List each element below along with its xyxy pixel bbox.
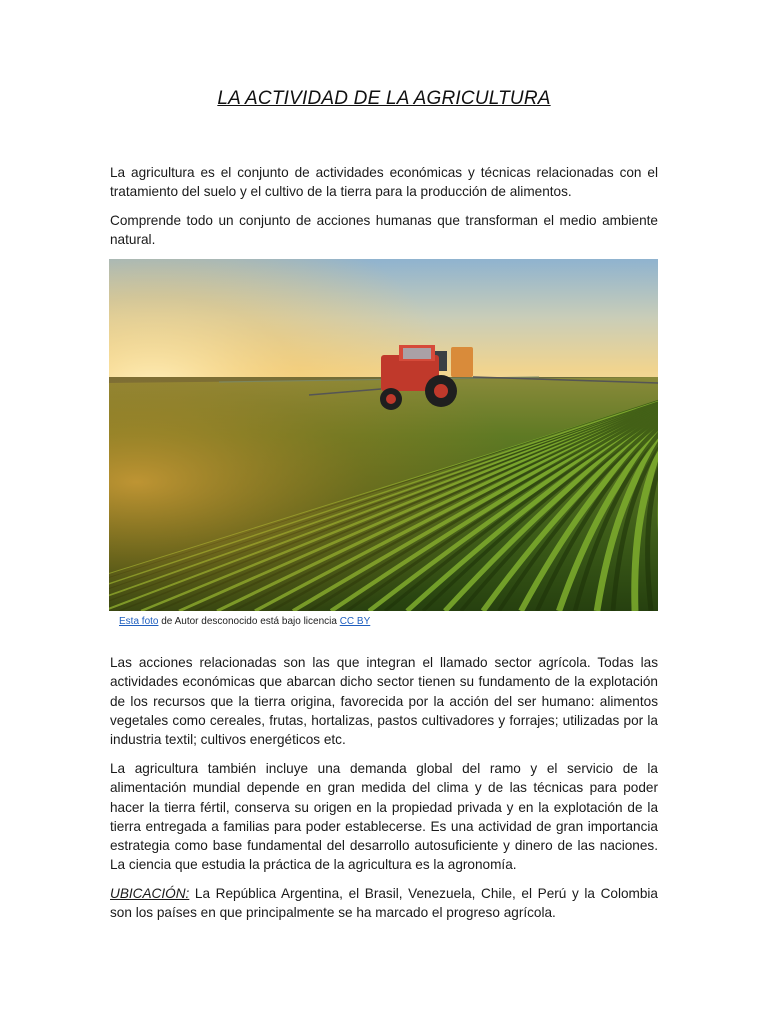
paragraph-demand: La agricultura también incluye una demanda global del ramo y el servicio de la alimentación mundial depende en gran medida del clima y de las técnicas para poder hacer la tierra fértil, conserva su origen en la propiedad privada y en la explotación de la tierra entregada a familias para poder establecerse. Es una actividad de gran importancia estrategia como base fundamental del desarrollo autosuficiente y dinero de las naciones. La ciencia que estudia la práctica de la agricultura es la agronomía.	[110, 761, 658, 873]
location-text: La República Argentina, el Brasil, Venezuela, Chile, el Perú y la Colombia son los países en que principalmente se ha marcado el progreso agrícola.	[110, 886, 658, 921]
caption-text: de Autor desconocido está bajo licencia	[158, 616, 340, 627]
paragraph-sector: Las acciones relacionadas son las que integran el llamado sector agrícola. Todas las actividades económicas que abarcan dicho sector tienen su fundamento de la explotación de los recursos que la tierra origina, favorecida por la acción del ser humano: alimentos vegetales como cereales, frutas, hortalizas, pastos cultivadores y forrajes; utilizadas por la industria textil; cultivos energéticos etc.	[110, 655, 658, 748]
license-link[interactable]: CC BY	[339, 616, 371, 627]
document-title: LA ACTIVIDAD DE LA AGRICULTURA	[217, 88, 551, 109]
paragraph-transformation: Comprende todo un conjunto de acciones humanas que transforman el medio ambiente natural.	[110, 213, 658, 248]
paragraph-location	[110, 884, 658, 923]
location-label: UBICACIÓN:	[110, 886, 190, 901]
photo-link[interactable]: Esta foto	[119, 616, 159, 627]
paragraph-definition: La agricultura es el conjunto de actividades económicas y técnicas relacionadas con el tratamiento del suelo y el cultivo de la tierra para la producción de alimentos.	[110, 165, 658, 200]
agriculture-photo	[109, 259, 658, 611]
photo-caption	[119, 615, 370, 628]
